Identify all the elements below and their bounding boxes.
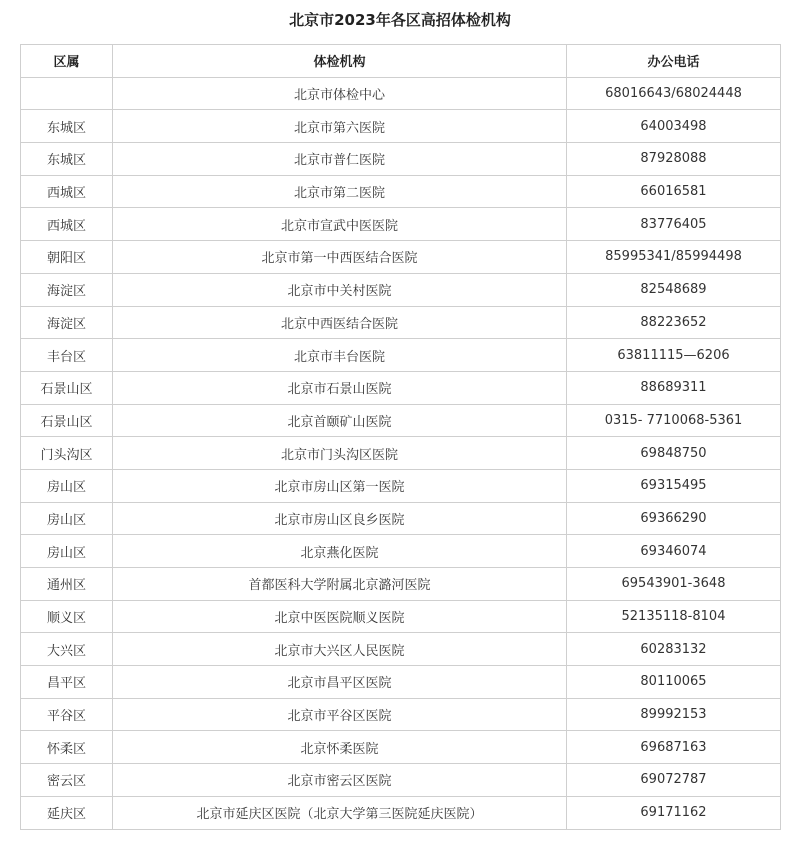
cell-district: 门头沟区 [21, 437, 113, 470]
table-row [21, 208, 781, 241]
cell-district: 怀柔区 [21, 731, 113, 764]
cell-phone: 87928088 [567, 143, 781, 176]
cell-district: 顺义区 [21, 600, 113, 633]
cell-institution: 北京市房山区良乡医院 [113, 502, 567, 535]
table-row [21, 339, 781, 372]
cell-phone: 63811115—6206 [567, 339, 781, 372]
cell-district: 平谷区 [21, 698, 113, 731]
cell-institution: 北京首颐矿山医院 [113, 404, 567, 437]
cell-institution: 北京市体检中心 [113, 77, 567, 110]
cell-phone: 88223652 [567, 306, 781, 339]
cell-phone: 69315495 [567, 469, 781, 502]
table-row [21, 502, 781, 535]
cell-district: 密云区 [21, 764, 113, 797]
cell-phone: 0315- 7710068-5361 [567, 404, 781, 437]
table-row [21, 469, 781, 502]
cell-institution: 北京燕化医院 [113, 535, 567, 568]
cell-phone: 69366290 [567, 502, 781, 535]
cell-phone: 52135118-8104 [567, 600, 781, 633]
table-row [21, 698, 781, 731]
cell-phone: 69072787 [567, 764, 781, 797]
cell-district: 房山区 [21, 502, 113, 535]
table-header-row [21, 45, 781, 78]
cell-phone: 85995341/85994498 [567, 241, 781, 274]
table-row [21, 666, 781, 699]
cell-phone: 89992153 [567, 698, 781, 731]
table-row [21, 404, 781, 437]
cell-phone: 80110065 [567, 666, 781, 699]
page-title: 北京市2023年各区高招体检机构 [289, 11, 511, 29]
table-row [21, 143, 781, 176]
cell-institution: 首都医科大学附属北京潞河医院 [113, 568, 567, 601]
cell-district: 石景山区 [21, 371, 113, 404]
cell-district: 西城区 [21, 208, 113, 241]
table-row [21, 371, 781, 404]
cell-institution: 北京市宣武中医医院 [113, 208, 567, 241]
cell-district: 东城区 [21, 110, 113, 143]
cell-phone: 69346074 [567, 535, 781, 568]
cell-phone: 68016643/68024448 [567, 77, 781, 110]
cell-phone: 64003498 [567, 110, 781, 143]
cell-phone: 66016581 [567, 175, 781, 208]
cell-district: 海淀区 [21, 273, 113, 306]
table-row [21, 175, 781, 208]
cell-district: 房山区 [21, 469, 113, 502]
table-row [21, 77, 781, 110]
table-row [21, 535, 781, 568]
header-phone: 办公电话 [567, 45, 781, 78]
cell-district: 通州区 [21, 568, 113, 601]
institution-table [20, 44, 781, 830]
cell-district: 石景山区 [21, 404, 113, 437]
cell-district: 海淀区 [21, 306, 113, 339]
table-row [21, 796, 781, 829]
cell-institution: 北京市第二医院 [113, 175, 567, 208]
table-row [21, 568, 781, 601]
table-row [21, 110, 781, 143]
cell-institution: 北京市丰台医院 [113, 339, 567, 372]
cell-institution: 北京市第六医院 [113, 110, 567, 143]
cell-district: 西城区 [21, 175, 113, 208]
cell-institution: 北京市第一中西医结合医院 [113, 241, 567, 274]
table-row [21, 273, 781, 306]
cell-institution: 北京市延庆区医院（北京大学第三医院延庆医院） [113, 796, 567, 829]
cell-phone: 69687163 [567, 731, 781, 764]
cell-institution: 北京市石景山医院 [113, 371, 567, 404]
cell-district [21, 77, 113, 110]
cell-phone: 88689311 [567, 371, 781, 404]
table-row [21, 437, 781, 470]
cell-phone: 69543901-3648 [567, 568, 781, 601]
cell-institution: 北京市密云区医院 [113, 764, 567, 797]
cell-institution: 北京市普仁医院 [113, 143, 567, 176]
cell-phone: 83776405 [567, 208, 781, 241]
cell-phone: 69171162 [567, 796, 781, 829]
table-row [21, 241, 781, 274]
cell-institution: 北京市昌平区医院 [113, 666, 567, 699]
cell-district: 延庆区 [21, 796, 113, 829]
cell-district: 昌平区 [21, 666, 113, 699]
cell-district: 丰台区 [21, 339, 113, 372]
cell-phone: 60283132 [567, 633, 781, 666]
cell-institution: 北京市中关村医院 [113, 273, 567, 306]
cell-institution: 北京市平谷区医院 [113, 698, 567, 731]
header-institution: 体检机构 [113, 45, 567, 78]
cell-institution: 北京市房山区第一医院 [113, 469, 567, 502]
cell-institution: 北京市门头沟区医院 [113, 437, 567, 470]
table-row [21, 600, 781, 633]
table-body [21, 77, 781, 829]
cell-institution: 北京市大兴区人民医院 [113, 633, 567, 666]
cell-institution: 北京中西医结合医院 [113, 306, 567, 339]
cell-district: 朝阳区 [21, 241, 113, 274]
cell-district: 东城区 [21, 143, 113, 176]
table-row [21, 306, 781, 339]
header-district: 区属 [21, 45, 113, 78]
cell-district: 房山区 [21, 535, 113, 568]
cell-institution: 北京怀柔医院 [113, 731, 567, 764]
cell-district: 大兴区 [21, 633, 113, 666]
table-row [21, 764, 781, 797]
cell-phone: 82548689 [567, 273, 781, 306]
table-row [21, 731, 781, 764]
cell-phone: 69848750 [567, 437, 781, 470]
table-row [21, 633, 781, 666]
cell-institution: 北京中医医院顺义医院 [113, 600, 567, 633]
